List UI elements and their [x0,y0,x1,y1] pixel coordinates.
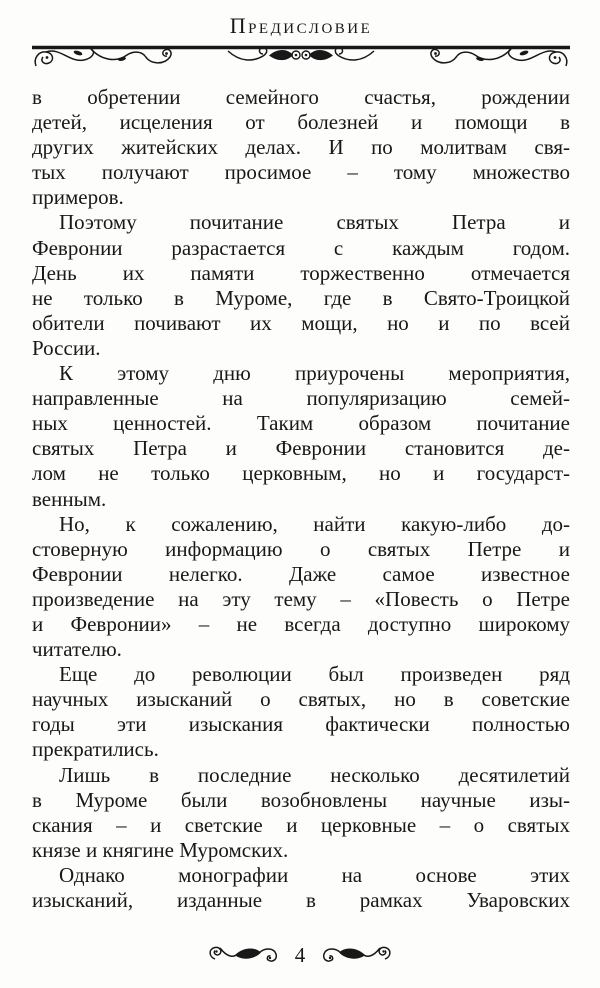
text-line: научных изысканий о святых, но в советские [32,687,570,712]
text-line: направленные на популяризацию семей- [32,386,570,411]
text-line: Еще до революции был произведен ряд [59,662,570,687]
text-line: не только в Муроме, где в Свято-Троицкой [32,285,570,310]
text-line: святых Петра и Февронии становится де- [32,436,570,461]
text-line: произведение на эту тему – «Повесть о Петре [32,586,570,611]
text-line: Однако монографии на основе этих [59,862,570,887]
text-line: примеров. [32,185,124,210]
text-line: обители почивают их мощи, но и по всей [32,310,570,335]
body-text [32,85,570,913]
running-head-title: Предисловие [229,13,373,38]
paragraph [32,863,570,913]
text-line: и Февронии» – не всегда доступно широкому [32,611,570,636]
text-line: изысканий, изданные в рамках Уваровских [32,888,570,912]
text-line: венным. [32,486,107,511]
page-footer [0,944,600,966]
text-line: лом не только церковным, но и государст- [32,461,570,486]
text-line: Февронии разрастается с каждым годом. [32,235,570,260]
text-line: Лишь в последние несколько десятилетий [59,762,570,787]
header-ornament-center [228,48,374,60]
paragraph [32,85,570,210]
text-line: в Муроме были возобновлены научные изы- [32,787,570,812]
text-line: прекратились. [32,737,159,762]
text-line: День их памяти торжественно отмечается [32,260,570,285]
text-line: Поэтому почитание святых Петра и [59,210,570,235]
text-line: князе и княгине Муромских. [32,837,289,862]
text-line: других житейских делах. И по молитвам свя- [32,135,570,160]
text-line: ных ценностей. Таким образом почитание [32,411,570,436]
text-line: в обретении семейного счастья, рождении [32,85,570,109]
text-line: годы эти изыскания фактически полностью [32,712,570,737]
text-line: скания – и светские и церковные – о святых [32,812,570,837]
footer-flourish-right-icon [321,945,393,965]
text-line: К этому дню приурочены мероприятия, [59,361,570,386]
paragraph [32,512,570,663]
text-line: Но, к сожалению, найти какую-либо до- [59,511,570,536]
text-line: Февронии нелегко. Даже самое известное [32,561,570,586]
text-line: тых получают просимое – тому множество [32,160,570,185]
paragraph [32,361,570,512]
text-line: стоверную информацию о святых Петре и [32,536,570,561]
paragraph [32,662,570,762]
paragraph [32,210,570,361]
page-number: 4 [294,943,306,967]
text-line: России. [32,335,101,360]
page-content [32,0,570,913]
header-ornament-rule-icon [32,44,570,76]
paragraph [32,763,570,863]
text-line: детей, исцеления от болезней и помощи в [32,110,570,135]
footer-flourish-left-icon [207,945,279,965]
text-line: читателю. [32,637,122,662]
